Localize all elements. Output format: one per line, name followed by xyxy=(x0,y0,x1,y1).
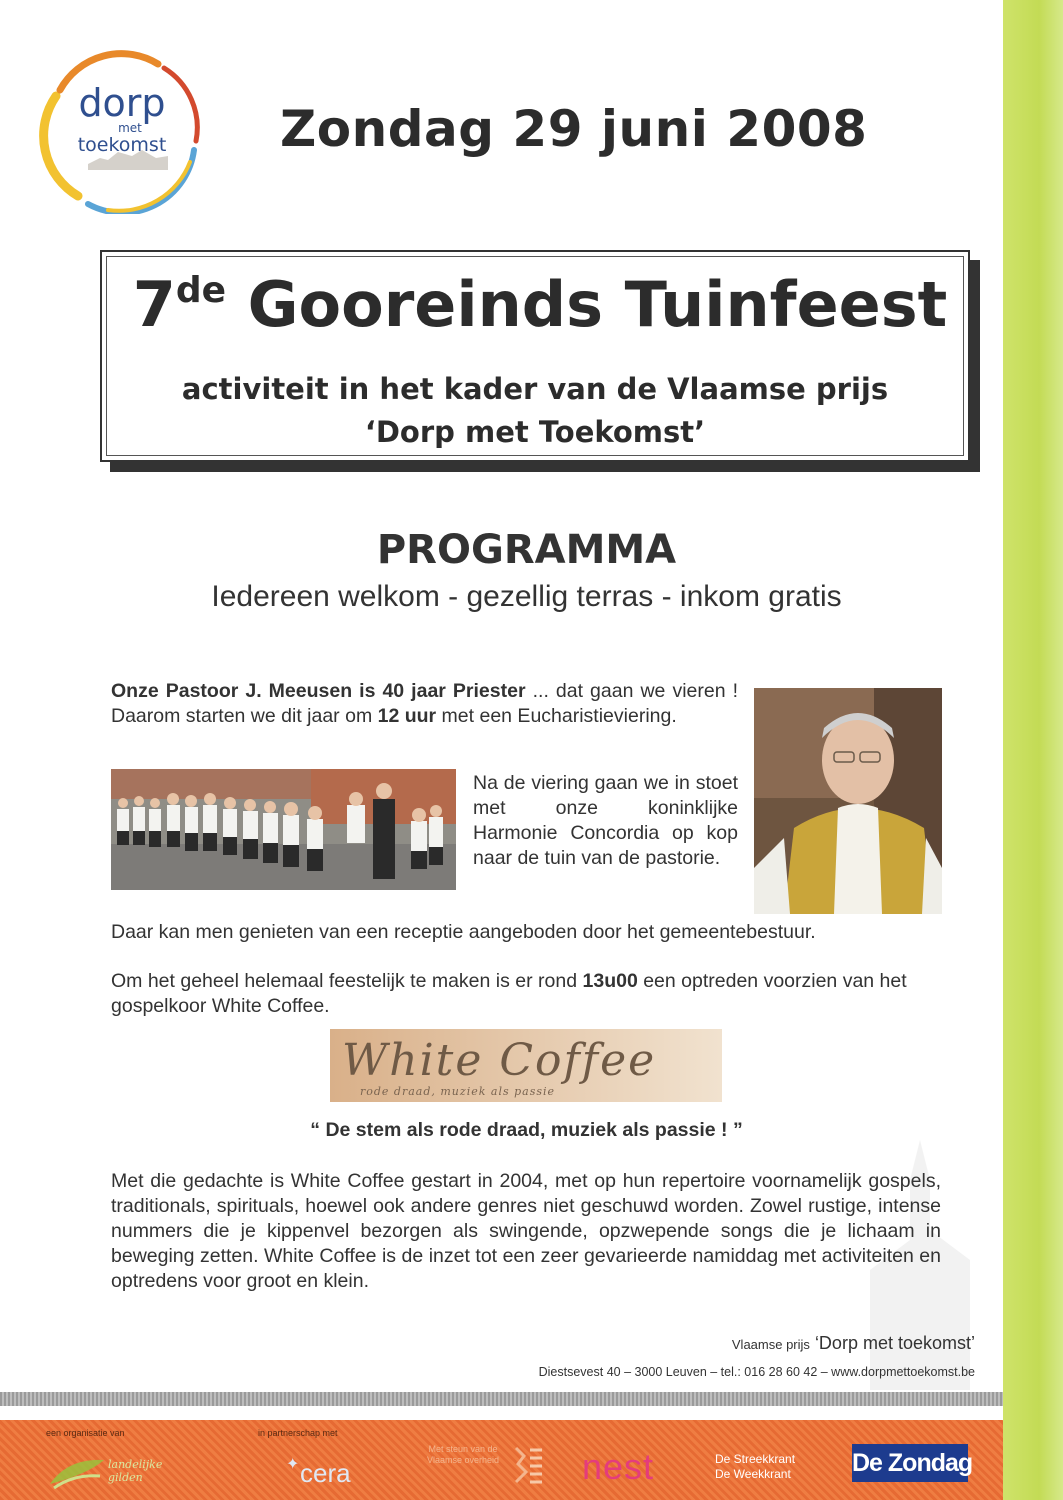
white-coffee-logo-title: White Coffee xyxy=(342,1035,657,1086)
organization-address: Diestsevest 40 – 3000 Leuven – tel.: 016 28 60 42 – www.dorpmettoekomst.be xyxy=(538,1365,975,1379)
logo-word-dorp: dorp xyxy=(78,81,166,125)
sponsor-streekkrant-line-1: De Streekkrant xyxy=(715,1452,796,1466)
edition-number: 7 xyxy=(132,268,176,341)
concert-text: Om het geheel helemaal feestelijk te maken is er rond xyxy=(111,970,583,992)
paragraph-pastor xyxy=(111,679,738,729)
green-side-strip xyxy=(1003,0,1063,1500)
organization-prefix: Vlaamse prijs xyxy=(731,1337,810,1352)
white-coffee-logo-tagline: rode draad, muziek als passie xyxy=(360,1085,556,1098)
programma-heading: PROGRAMMA xyxy=(376,527,677,573)
event-title-box xyxy=(100,250,970,462)
event-subtitle xyxy=(112,368,958,454)
logo-word-met: met xyxy=(118,121,142,135)
subtitle-line-2: ‘Dorp met Toekomst’ xyxy=(364,415,706,449)
sponsor-streekkrant-line-2: De Weekkrant xyxy=(715,1467,791,1481)
paragraph-white-coffee: Met die gedachte is White Coffee gestart in 2004, met op hun repertoire voornamelijk gospels, traditionals, spirituals, hoewel ook andere genres niet geschuwd worden. Zowel rustige, intense nummers die je kippenvel bezorgen als swingende, opzwepende songs die je lichaam in beweging zetten. White Coffee is de inzet tot een zeer gevarieerde namiddag met activiteiten en optredens voor groot en klein. xyxy=(111,1170,941,1292)
dorp-met-toekomst-logo xyxy=(38,46,202,214)
white-coffee-quote: “ De stem als rode draad, muziek als passie ! ” xyxy=(310,1119,743,1141)
sponsor-cera: cera xyxy=(300,1458,351,1488)
white-coffee-logo xyxy=(330,1029,722,1102)
edition-suffix: de xyxy=(175,270,227,311)
sponsor-footer xyxy=(0,1420,1003,1500)
paragraph-reception: Daar kan men genieten van een receptie aangeboden door het gemeentebestuur. xyxy=(111,921,816,943)
sponsor-nest: nest xyxy=(582,1446,655,1487)
sponsor-de-zondag: De Zondag xyxy=(852,1444,968,1482)
concert-text-end: een optreden voorzien van het gospelkoor White Coffee. xyxy=(111,970,907,1017)
label-partnership: in partnerschap met xyxy=(258,1428,338,1438)
event-date: Zondag 29 juni 2008 xyxy=(280,100,868,158)
concert-time: 13u00 xyxy=(582,970,638,992)
vlaamse-leeuw-icon xyxy=(510,1444,544,1486)
logo-word-toekomst: toekomst xyxy=(77,134,167,156)
mass-time: 12 uur xyxy=(377,705,437,727)
label-organisation: een organisatie van xyxy=(46,1428,125,1438)
pastor-highlight: Onze Pastoor J. Meeusen is 40 jaar Priester xyxy=(111,680,526,702)
cera-star-icon: ✦ xyxy=(286,1456,300,1473)
organization-title: ‘Dorp met toekomst’ xyxy=(814,1333,975,1353)
pastor-text-end: met een Eucharistieviering. xyxy=(436,705,677,727)
sponsor-streekkrant xyxy=(715,1452,795,1482)
pastor-photo xyxy=(754,688,942,914)
harmonie-parade-photo xyxy=(111,769,456,890)
programma-tagline: Iedereen welkom - gezellig terras - inkom gratis xyxy=(211,580,842,613)
footer-divider xyxy=(0,1392,1003,1406)
paragraph-parade: Na de viering gaan we in stoet met onze koninklijke Harmonie Concordia op kop naar de tuin van de pastorie. xyxy=(473,772,738,869)
paragraph-concert xyxy=(111,969,941,1019)
sponsor-landelijke-gilden: landelijke gilden xyxy=(108,1458,163,1484)
event-name: Gooreinds Tuinfeest xyxy=(247,268,948,341)
subtitle-line-1: activiteit in het kader van de Vlaamse prijs xyxy=(181,372,889,406)
landelijke-gilden-leaf-icon xyxy=(48,1454,106,1490)
organization-name xyxy=(600,1333,975,1354)
event-title xyxy=(120,268,960,341)
pastor-text: ... dat gaan we vieren ! Daarom starten we dit jaar om xyxy=(111,680,739,727)
sponsor-vlaamse-overheid: Met steun van de Vlaamse overheid xyxy=(426,1444,500,1465)
